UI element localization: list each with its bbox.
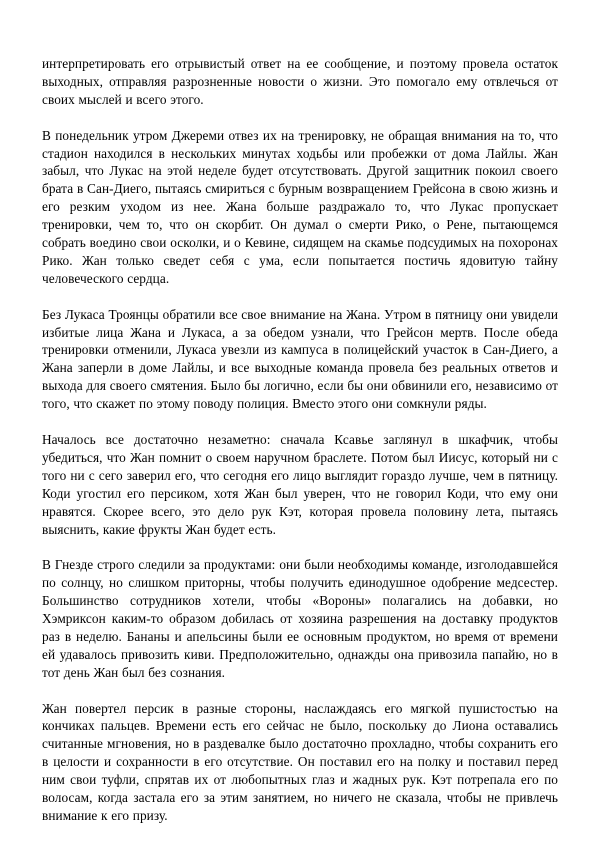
paragraph: Жан повертел персик в разные стороны, наслаждаясь его мягкой пушистостью на кончиках пальцев. Времени есть его сейчас не было, поскольку до Лиона оставались считанные мгновения, но в раздевалке было достаточно прохладно, чтобы сохранить его в целости и сохранности в его отсутствие. Он поставил его на полку и поставил перед ним свои туфли, спрятав их от любопытных глаз и жадных рук. Кэт потрепала его по волосам, когда застала его за этим занятием, но ничего не сказала, чтобы не привлечь внимание к его призу. [42,700,558,823]
paragraph: В Гнезде строго следили за продуктами: они были необходимы команде, изголодавшейся по солнцу, но слишком приторны, чтобы получить единодушное одобрение медсестер. Большинство сотрудников хотели, чтобы «Вороны» полагались на добавки, но Хэмриксон каким-то образом добилась от хозяина разрешения на доставку продуктов раз в неделю. Бананы и апельсины были ее основным продуктом, но время от времени ей удавалось привозить киви. Предположительно, однажды она привозила папайю, но в тот день Жан был без сознания. [42,557,558,680]
paragraph: Без Лукаса Троянцы обратили все свое внимание на Жана. Утром в пятницу они увидели избитые лица Жана и Лукаса, а за обедом узнали, что Грейсон мертв. После обеда тренировки отменили, Лукаса увезли из кампуса в полицейский участок в Сан-Диего, а Жана заперли в доме Лайлы, и все выходные команда провела без реальных ответов и выхода для своего смятения. Было бы логично, если бы они обвинили его, независимо от того, что скажет по этому поводу полиция. Вместо этого они сомкнули ряды. [42,306,558,412]
paragraph: В понедельник утром Джереми отвез их на тренировку, не обращая внимания на то, что стадион находился в нескольких минутах ходьбы или пробежки от дома Лайлы. Жан забыл, что Лукас на этой неделе будет отсутствовать. Другой защитник покоил своего брата в Сан-Диего, пытаясь смириться с бурным возвращением Грейсона в свою жизнь и его резким уходом из нее. Жана больше раздражало то, что Лукас пропускает тренировки, чем то, что он скорбит. Он думал о смерти Рико, о Рене, пытающемся собрать воедино свои осколки, и о Кевине, сидящем на скамье подсудимых на похоронах Рико. Жан только сведет себя с ума, если попытается постичь ядовитую тайну человеческого сердца. [42,127,558,286]
document-text-column [42,55,558,825]
paragraph: интерпретировать его отрывистый ответ на ее сообщение, и поэтому провела остаток выходных, отправляя разрозненные новости о жизни. Это помогало ему отвлечься от своих мыслей и всего этого. [42,56,558,107]
paragraph: Началось все достаточно незаметно: сначала Ксавье заглянул в шкафчик, чтобы убедиться, что Жан помнит о своем наручном браслете. Потом был Иисус, который ни с того ни с сего заверил его, что сегодня его лицо выглядит гораздо лучше, чем в пятницу. Коди угостил его персиком, хотя Жан был уверен, что не говорил Коди, что ему они нравятся. Скорее всего, это дело рук Кэт, которая провела половину лета, пытаясь выяснить, какие фрукты Жан будет есть. [42,431,558,537]
